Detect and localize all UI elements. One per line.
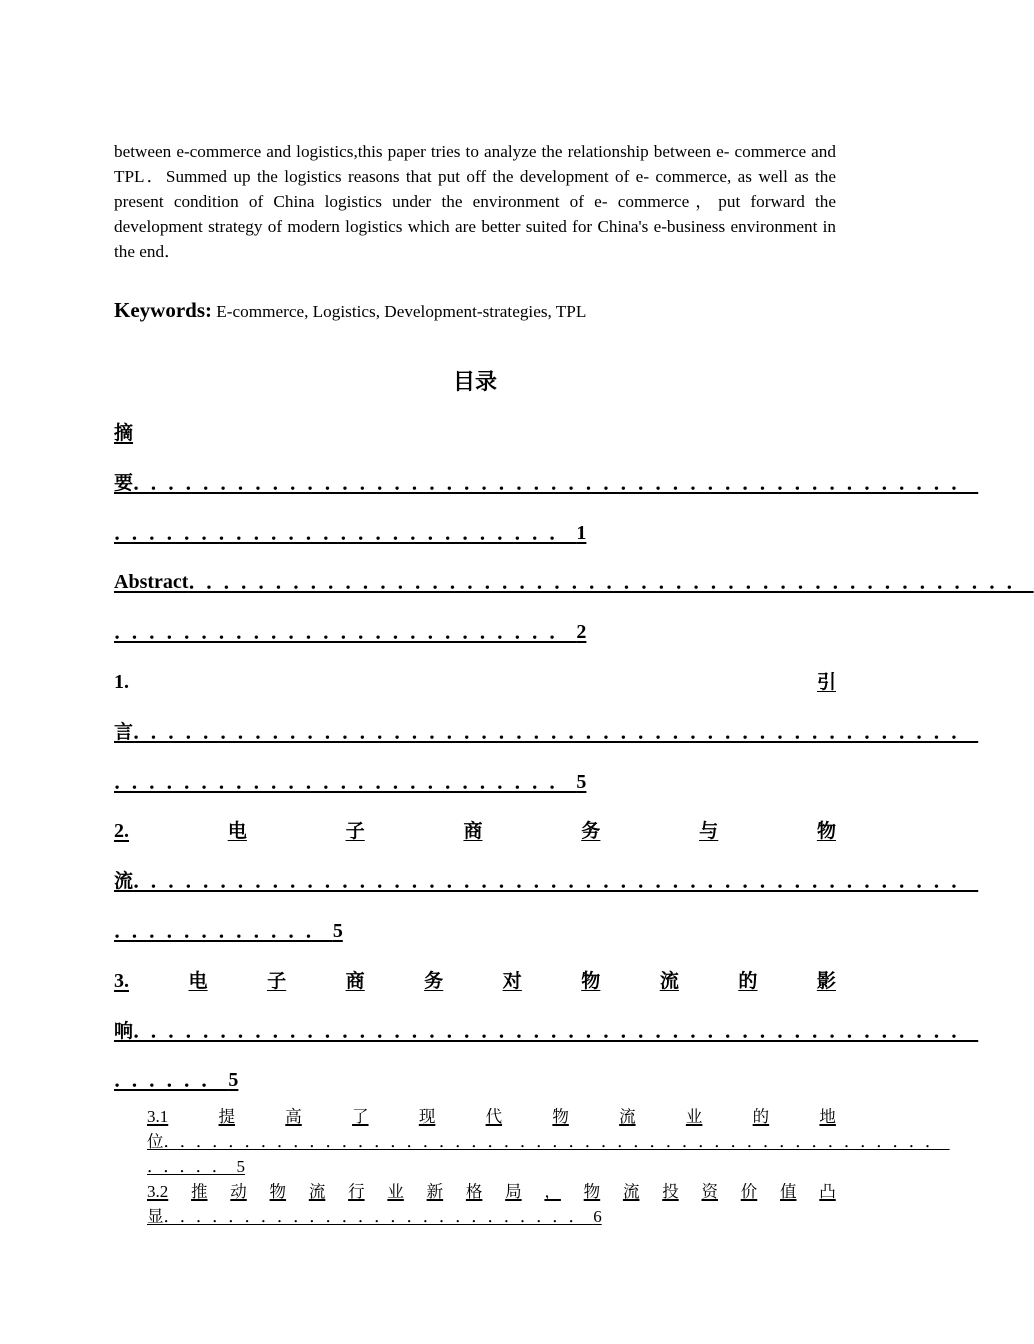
toc-entry-char: 现: [418, 1107, 436, 1126]
toc-entry-char: 业: [387, 1182, 404, 1201]
toc-title: 目录: [452, 370, 497, 395]
toc-entry-char: 值: [780, 1182, 797, 1201]
toc-page-number: 5: [576, 771, 587, 793]
toc-entry-char: 物: [583, 1182, 601, 1201]
toc-leader-dots: ．．．．．．．．．．．．．．．．．．．．．．．．．．．．．．．．．．．．．．．．．．．．．．．．: [133, 721, 979, 743]
toc-entry-char: 物: [552, 1107, 569, 1126]
toc-leader-dots: ．．．．．．．．．．．．．．．．．．．．．．．．．．．．．．．．．．．．．．．．．．．．．．．．: [163, 1132, 950, 1151]
toc-leader-dots: ．．．．．．．．．．．．．．．．．．．．．．．．．．: [114, 522, 577, 544]
toc-entry-number: 3.2: [147, 1182, 169, 1201]
toc-entry-abstract-en[interactable]: [114, 617, 836, 647]
toc-subentry-3-1[interactable]: [147, 1129, 950, 1154]
toc-page-number: 6: [593, 1207, 602, 1226]
toc-entry-char: 推: [191, 1182, 208, 1201]
toc-entry-char: 商: [345, 970, 365, 992]
toc-entry-char: 流: [619, 1107, 636, 1126]
toc-subentry-3-1[interactable]: [147, 1104, 836, 1129]
toc-entry-char: 流: [659, 970, 679, 992]
toc-entry-char: 显: [147, 1207, 164, 1226]
toc-entry-char: 局: [505, 1182, 522, 1201]
toc-subentry-3-1[interactable]: [147, 1154, 836, 1179]
toc-entry-char: 电: [188, 970, 208, 992]
toc-entry-char: 流: [114, 870, 134, 892]
toc-entry-label: Abstract: [114, 571, 189, 593]
toc-entry-char: 行: [348, 1182, 365, 1201]
toc-entry-char: 言: [114, 721, 134, 743]
toc-entry-ecommerce-logistics[interactable]: [114, 916, 836, 946]
toc-subentry-3-2[interactable]: [147, 1179, 836, 1204]
toc-entry-char: 业: [685, 1107, 703, 1126]
toc-leader-dots: ．．．．．．: [114, 1069, 229, 1091]
toc-entry-ecommerce-logistics[interactable]: [114, 866, 979, 896]
keywords-label: Keywords:: [114, 298, 212, 322]
toc-entry-char: 位: [147, 1132, 164, 1151]
toc-entry-ecommerce-impact[interactable]: [114, 1016, 979, 1046]
toc-entry-ecommerce-impact[interactable]: [114, 1065, 836, 1095]
toc-entry-char: 动: [230, 1182, 247, 1201]
toc-entry-char: 投: [662, 1182, 679, 1201]
toc-entry-char: 子: [345, 820, 365, 842]
toc-leader-dots: ．．．．．．．．．．．．．．．．．．．．．．．．．．．．．．．．．．．．．．．．．．．．．．．．: [133, 1020, 979, 1042]
toc-entry-char: 影: [816, 970, 836, 992]
toc-leader-dots: ．．．．．．．．．．．．: [114, 920, 333, 942]
toc-entry-char: 务: [581, 820, 601, 842]
toc-entry-char: 提: [218, 1107, 236, 1126]
abstract-text: [114, 139, 836, 264]
toc-entry-char: 格: [465, 1182, 483, 1201]
toc-entry-char: 地: [819, 1107, 836, 1126]
toc-entry-abstract-en[interactable]: [114, 567, 1034, 597]
toc-entry-char: 与: [699, 820, 719, 842]
toc-entry-char: 务: [424, 970, 444, 992]
toc-entry-introduction[interactable]: [114, 717, 979, 747]
toc-entry-char: 价: [740, 1182, 758, 1201]
abstract-line: for China's e-business environment in the end．: [114, 217, 837, 261]
keywords-line: [114, 296, 836, 326]
toc-entry-char: 对: [502, 970, 522, 992]
toc-entry-introduction[interactable]: [114, 667, 836, 697]
toc-entry-char: 物: [581, 970, 601, 992]
toc-entry-char: 代: [485, 1107, 503, 1126]
toc-entry-char: 流: [308, 1182, 326, 1201]
toc-entry-abstract-cn[interactable]: [114, 418, 836, 448]
toc-entry-char: 流: [622, 1182, 640, 1201]
toc-entry-abstract-cn[interactable]: [114, 468, 979, 498]
toc-entry-char: 响: [114, 1020, 134, 1042]
toc-entry-char: 子: [267, 970, 287, 992]
toc-page-number: 5: [332, 920, 343, 942]
toc-entry-char: 引: [816, 671, 836, 693]
toc-subentry-3-2[interactable]: [147, 1204, 836, 1229]
abstract-line: commerce and TPL．Summed up the logistics reasons that put off the development of e-: [114, 142, 836, 186]
toc-entry-introduction[interactable]: [114, 767, 836, 797]
toc-entry-char: 了: [352, 1107, 369, 1126]
toc-leader-dots: ．．．．．．．．．．．．．．．．．．．．．．．．．．: [163, 1207, 594, 1226]
abstract-line: between e-commerce and logistics,this paper tries to analyze the relationship between e-: [114, 142, 730, 161]
toc-entry-number: 3.: [114, 970, 129, 992]
toc-leader-dots: ．．．．．．．．．．．．．．．．．．．．．．．．．．: [114, 771, 577, 793]
toc-entry-char: 的: [738, 970, 758, 992]
toc-entry-char: 商: [463, 820, 483, 842]
toc-leader-dots: ．．．．．．．．．．．．．．．．．．．．．．．．．．．．．．．．．．．．．．．．．．．．．．．．: [133, 870, 979, 892]
toc-leader-dots: ．．．．．: [147, 1157, 237, 1176]
toc-entry-char: 凸: [819, 1182, 836, 1201]
toc-page-number: 5: [228, 1069, 239, 1091]
toc-entry-char: 物: [269, 1182, 287, 1201]
toc-entry-number: 2.: [114, 820, 129, 842]
toc-entry-char: 资: [701, 1182, 718, 1201]
toc-entry-label: 要: [114, 472, 134, 494]
toc-leader-dots: ．．．．．．．．．．．．．．．．．．．．．．．．．．．．．．．．．．．．．．．．．．．．．．．．: [133, 472, 979, 494]
toc-leader-dots: ．．．．．．．．．．．．．．．．．．．．．．．．．．: [114, 621, 577, 643]
toc-entry-number: 3.1: [147, 1107, 169, 1126]
toc-entry-char: 高: [285, 1107, 302, 1126]
toc-page-number: 5: [236, 1157, 245, 1176]
abstract-line: commerce，put forward the development strategy of modern logistics which are better suited: [114, 192, 836, 236]
toc-page-number: 1: [576, 522, 587, 544]
toc-entry-char: 物: [816, 820, 836, 842]
toc-entry-ecommerce-logistics[interactable]: [114, 816, 836, 846]
toc-entry-number: 1.: [114, 671, 129, 693]
toc-entry-char: ，: [544, 1182, 561, 1201]
toc-leader-dots: ．．．．．．．．．．．．．．．．．．．．．．．．．．．．．．．．．．．．．．．．．．．．．．．．: [188, 571, 1034, 593]
toc-page-number: 2: [576, 621, 587, 643]
toc-entry-char: 的: [752, 1107, 770, 1126]
abstract-line: commerce, as well as the present condition of China logistics under the environment of e-: [114, 167, 837, 211]
toc-entry-char: 新: [426, 1182, 444, 1201]
toc-entry-ecommerce-impact[interactable]: [114, 966, 836, 996]
toc-entry-char: 电: [227, 820, 247, 842]
keywords-value: E-commerce, Logistics, Development-strategies, TPL: [216, 302, 587, 321]
toc-entry-abstract-cn[interactable]: [114, 518, 836, 548]
toc-entry-label: 摘: [114, 422, 134, 444]
